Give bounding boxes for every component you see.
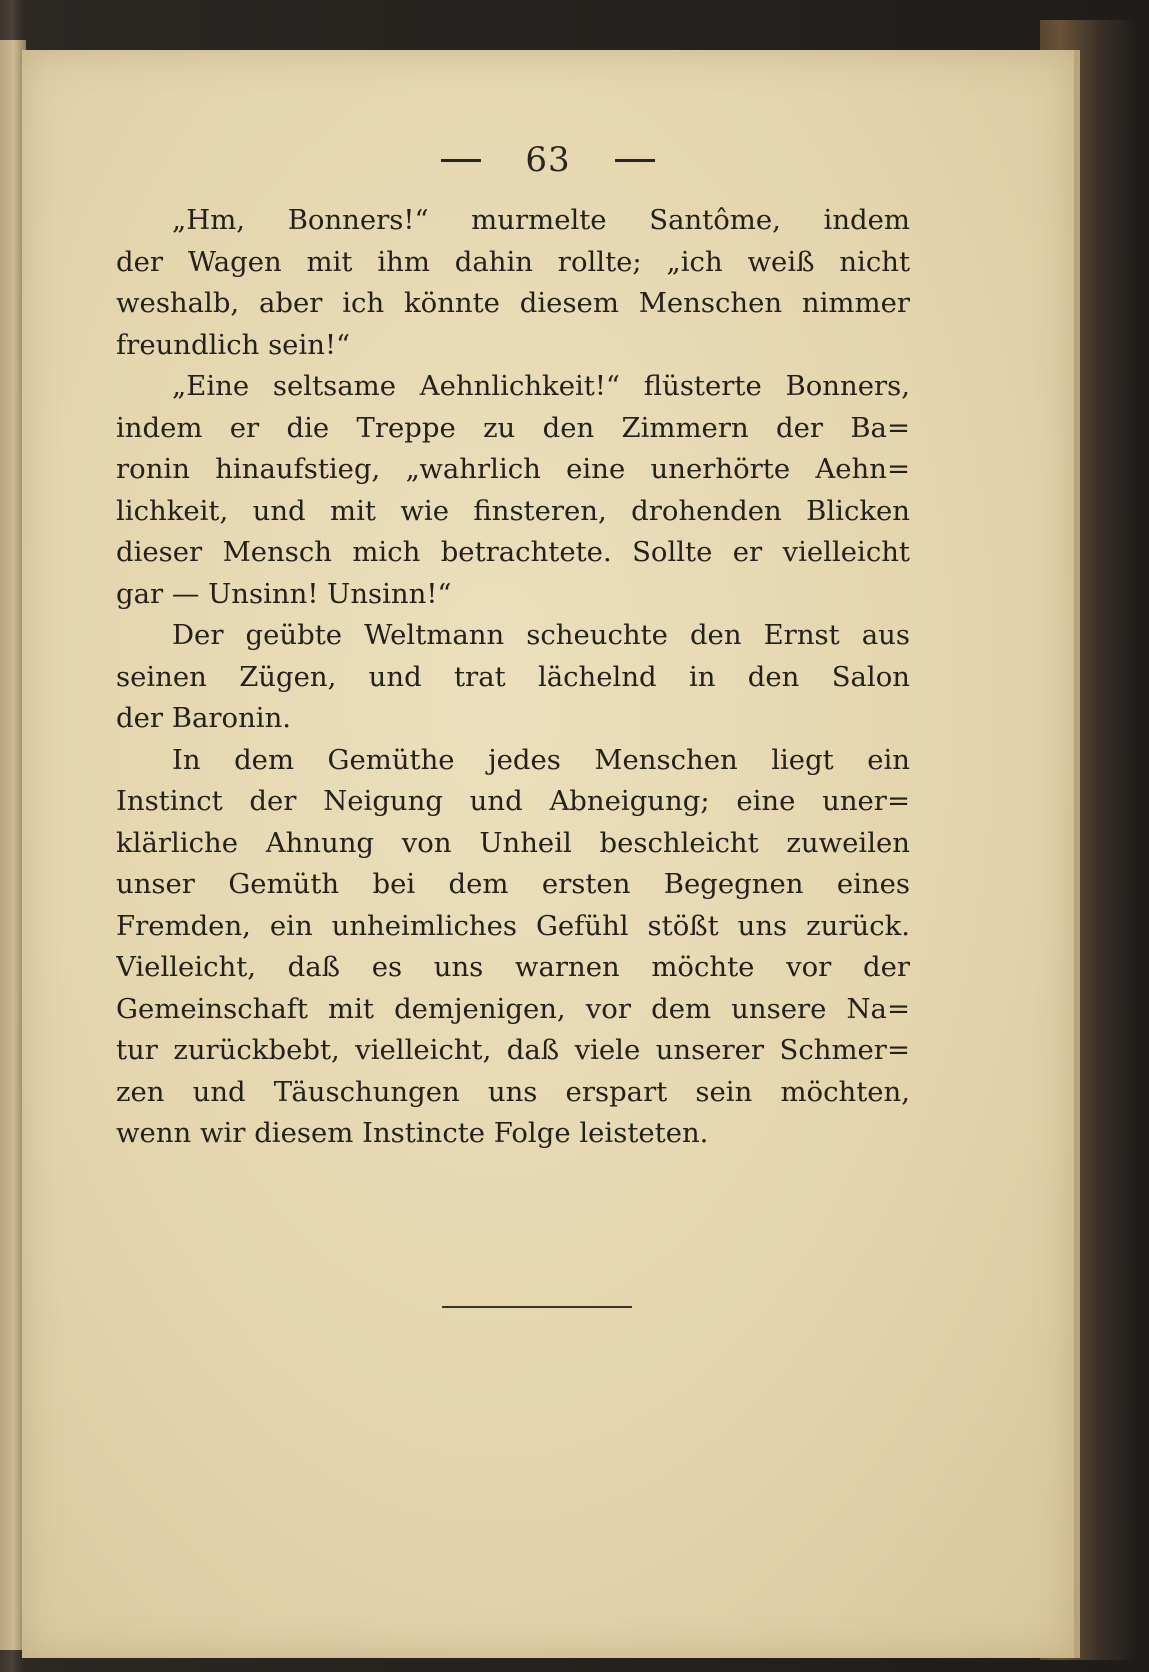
text-line: zen und Täuschungen uns erspart sein möchten, <box>116 1075 910 1108</box>
header-dash-left <box>441 159 481 162</box>
text-line: seinen Zügen, und trat lächelnd in den Salon <box>116 660 910 693</box>
text-line: In dem Gemüthe jedes Menschen liegt ein <box>172 743 910 776</box>
text-line: Vielleicht, daß es uns warnen möchte vor der <box>116 951 910 983</box>
text-line: unser Gemüth bei dem ersten Begegnen eines <box>116 868 910 900</box>
text-line: der Baronin. <box>116 702 292 734</box>
text-line: der Wagen mit ihm dahin rollte; „ich weiß nicht <box>116 245 910 278</box>
page-sheet <box>22 50 1080 1658</box>
page-number: 63 <box>525 140 571 180</box>
text-line: klärliche Ahnung von Unheil beschleicht zuweilen <box>116 826 910 859</box>
body-text <box>116 200 910 1155</box>
text-line: freundlich sein!“ <box>116 328 351 361</box>
text-line: wenn wir diesem Instincte Folge leisteten. <box>116 1117 709 1149</box>
text-line: Fremden, ein unheimliches Gefühl stößt uns zurück. <box>116 909 910 942</box>
section-end-rule <box>442 1306 632 1308</box>
text-line: Gemeinschaft mit demjenigen, vor dem unsere Na= <box>116 992 910 1025</box>
text-line: weshalb, aber ich könnte diesem Menschen nimmer <box>116 287 910 319</box>
header-dash-right <box>615 159 655 162</box>
text-line: „Eine seltsame Aehnlichkeit!“ flüsterte Bonners, <box>172 370 910 402</box>
text-line: dieser Mensch mich betrachtete. Sollte er vielleicht <box>116 536 910 568</box>
text-line: gar — Unsinn! Unsinn!“ <box>116 577 452 610</box>
text-line: indem er die Treppe zu den Zimmern der Ba= <box>116 411 910 444</box>
text-line: lichkeit, und mit wie finsteren, drohenden Blicken <box>116 494 910 527</box>
text-line: tur zurückbebt, vielleicht, daß viele unserer Schmer= <box>116 1034 910 1066</box>
page-header <box>22 130 1074 190</box>
text-line: Instinct der Neigung und Abneigung; eine uner= <box>116 785 910 817</box>
text-line: Der geübte Weltmann scheuchte den Ernst aus <box>172 619 910 651</box>
text-line: „Hm, Bonners!“ murmelte Santôme, indem <box>172 204 910 236</box>
text-line: ronin hinaufstieg, „wahrlich eine unerhörte Aehn= <box>116 453 910 485</box>
